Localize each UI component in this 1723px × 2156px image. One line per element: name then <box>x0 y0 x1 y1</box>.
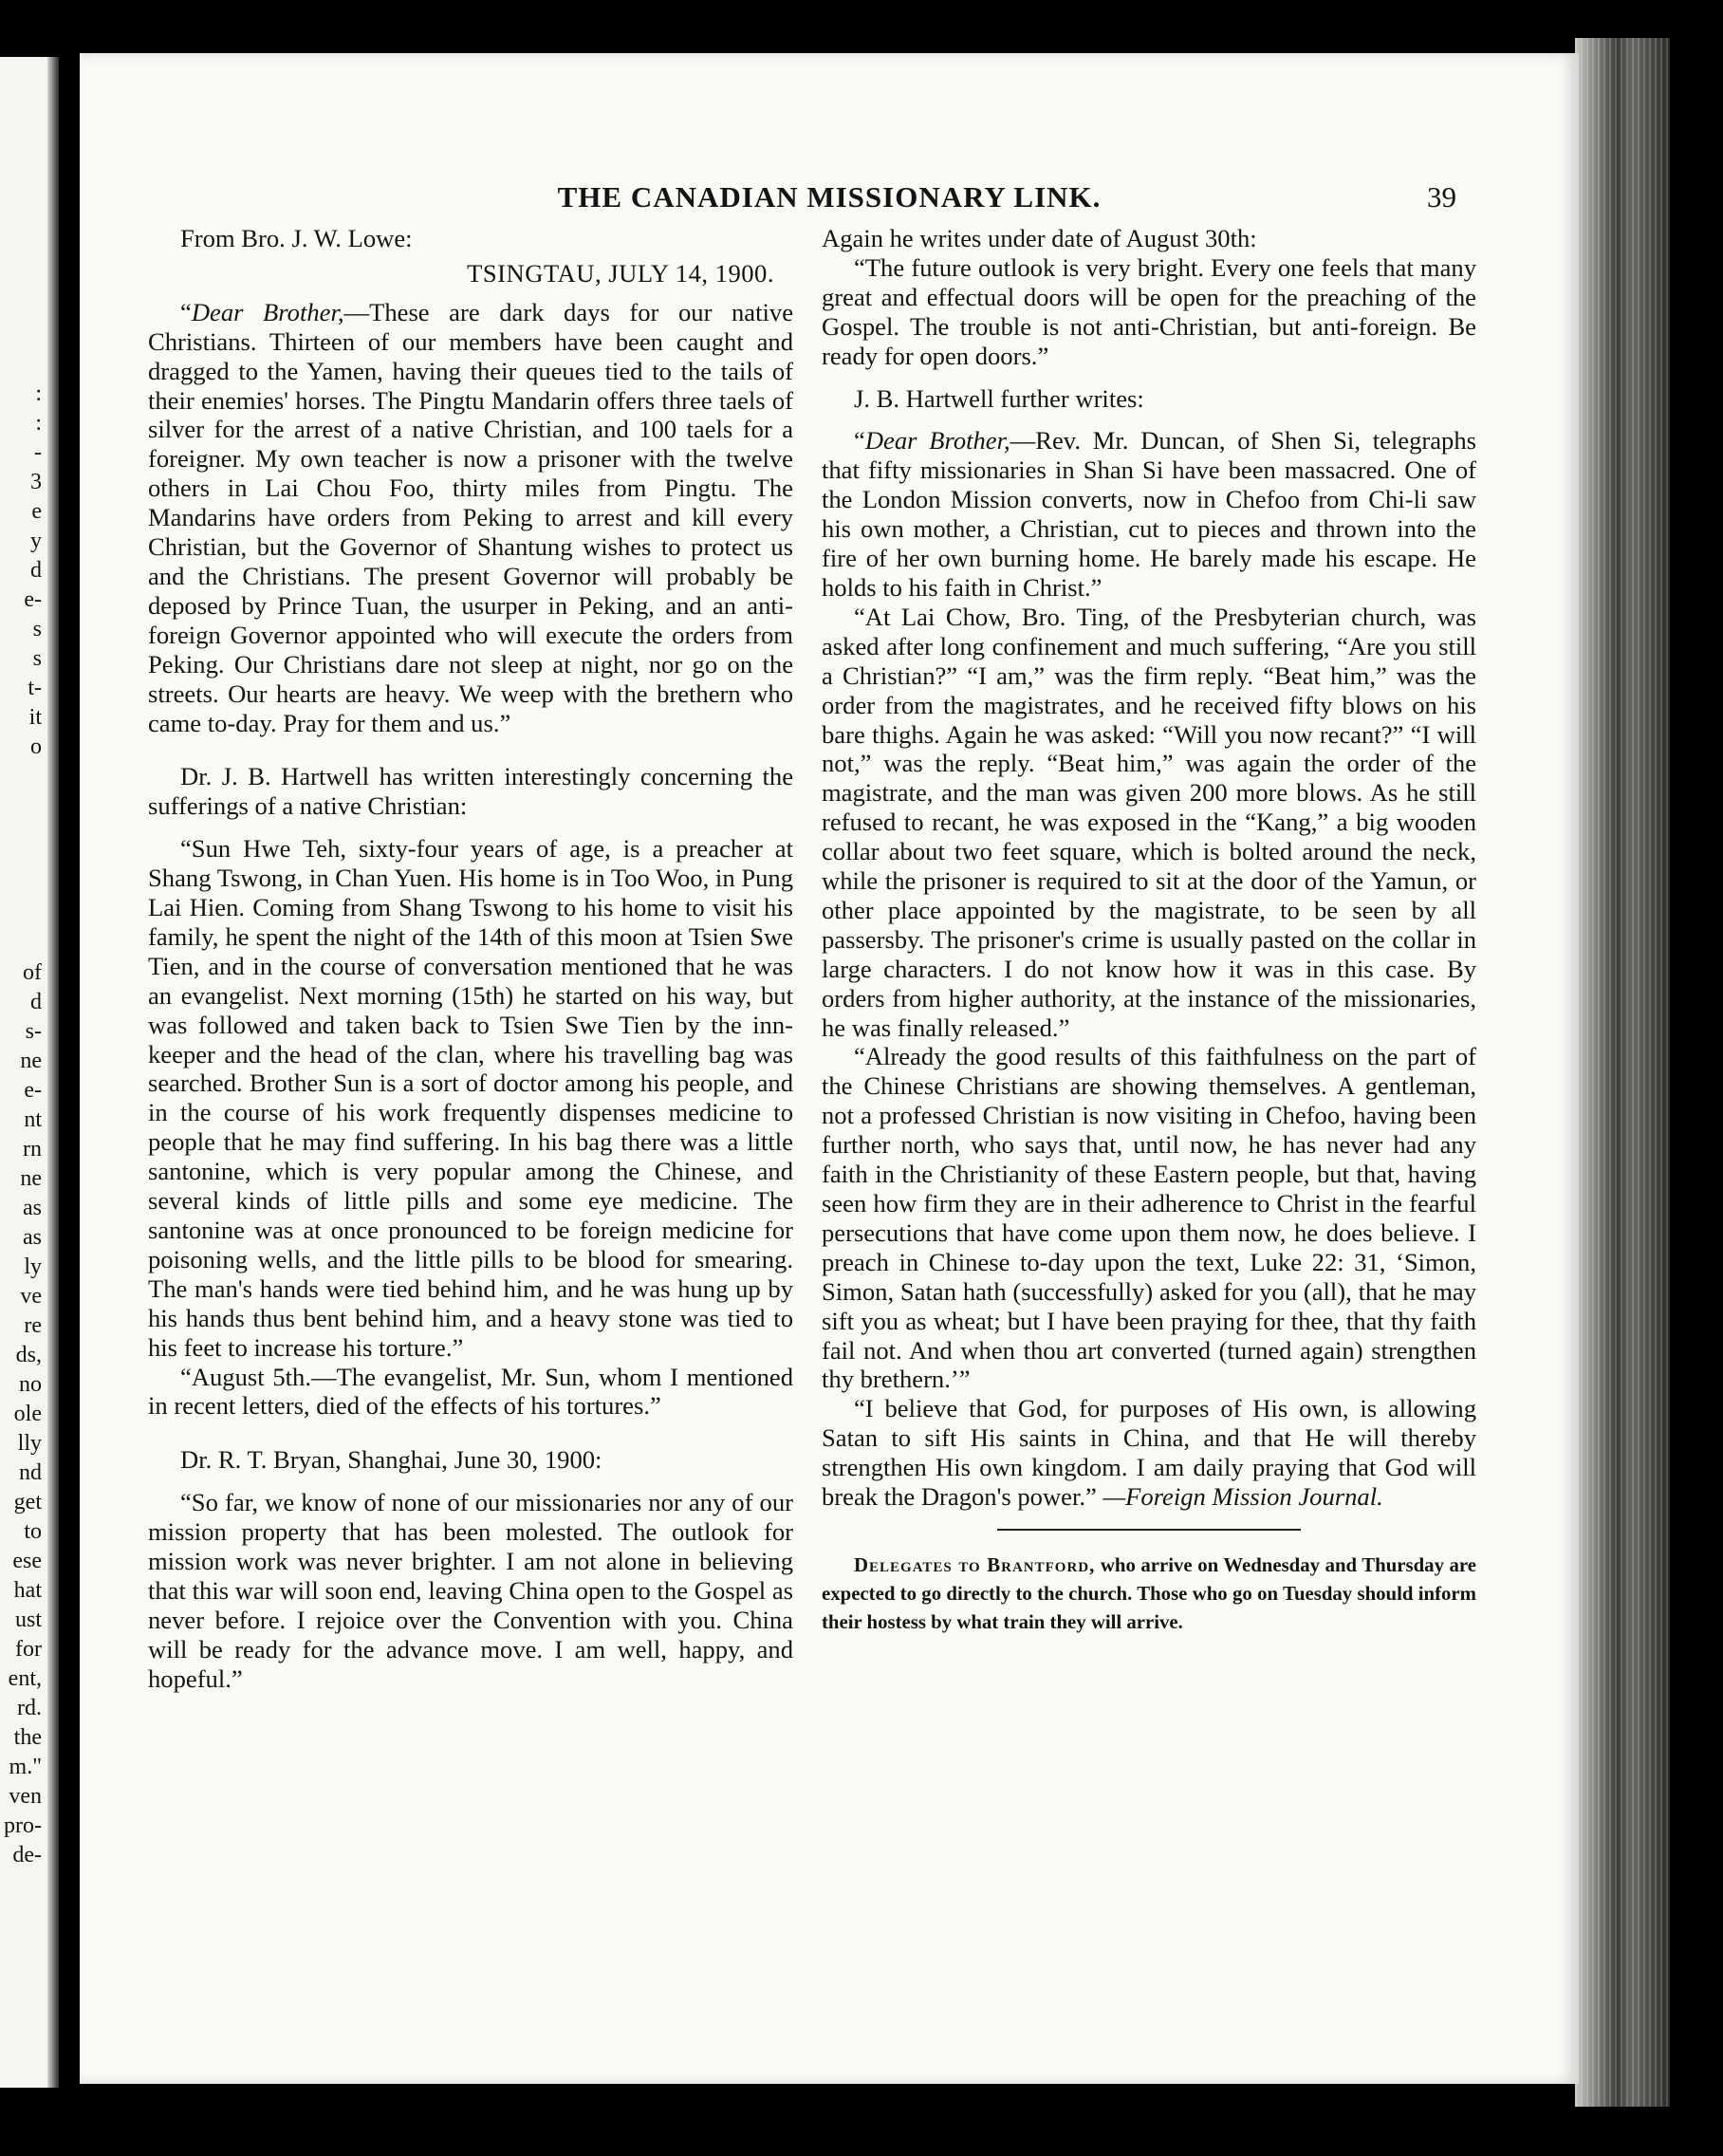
facing-page-fragment: e <box>31 499 42 524</box>
facing-page-fragment: d <box>30 990 42 1014</box>
facing-page-fragment: lly <box>17 1431 42 1456</box>
sun-hwe-teh-account: “Sun Hwe Teh, sixty-four years of age, is a preacher at Shang Tswong, in Chan Yuen. His home is in Too Woo, in Pung Lai Hien. Coming from Shang Tswong to his home to visit his family, he spent the night of the 14th of this moon at Tsien Swe Tien, and in the course of conversation mentioned that he was an evangelist. Next morning (15th) he started on his way, but was followed and taken back to Tsien Swe Tien by the inn-keeper and the head of the clan, where his travelling bag was searched. Brother Sun is a sort of doctor among his people, and in the course of his work frequently dispenses medicine to people that he may find suffering. In his bag there was a little santonine, which is very popular among the Chinese, and several kinds of little pills and some eye medicine. The santonine was at once pronounced to be foreign medicine for poisoning wells, and the little pills to be blood for smearing. The man's hands were tied behind him, and he was hung up by his hands thus bent behind him, and a heavy stone was tied to his feet to increase his torture.” <box>148 834 793 1362</box>
facing-page-fragment: no <box>19 1372 42 1397</box>
facing-page-fragment: as <box>23 1225 42 1250</box>
source-citation: —Foreign Mission Journal. <box>1102 1482 1383 1512</box>
facing-page-fragment: e- <box>24 1078 42 1103</box>
facing-page-fragment: s <box>32 646 42 671</box>
hartwell-intro: Dr. J. B. Hartwell has written interestingly concerning the sufferings of a native Christian: <box>148 762 793 821</box>
left-column <box>148 224 793 1694</box>
facing-page-fragment: e- <box>24 587 42 612</box>
running-head-title: THE CANADIAN MISSIONARY LINK. <box>557 180 1102 214</box>
delegates-notice: Delegates to Brantford, who arrive on Wednesday and Thursday are expected to go directly to the church. Those who go on Tuesday should inform their hostess by what train they will arrive. <box>822 1553 1476 1633</box>
facing-page-fragment: pro- <box>4 1813 42 1838</box>
facing-page-fragment: ent, <box>8 1666 42 1691</box>
book-page-edges <box>1575 38 1670 2107</box>
duncan-telegraph-letter: “Dear Brother,—Rev. Mr. Duncan, of Shen Si, telegraphs that fifty missionaries in Shan Si have been massacred. One of the London Mission converts, now in Chefoo from Chi-li saw his own mother, a Christian, cut to pieces and thrown into the fire of her own burning home. He barely made his escape. He holds to his faith in Christ.” <box>822 426 1477 602</box>
facing-page-fragment: get <box>13 1490 42 1515</box>
facing-page-fragment: 3 <box>30 470 42 494</box>
facing-page-fragment: ole <box>13 1402 42 1426</box>
facing-page-fragment: y <box>30 529 42 553</box>
august-5th-note: “August 5th.—The evangelist, Mr. Sun, whom I mentioned in recent letters, died of the effects of his tortures.” <box>148 1362 793 1421</box>
facing-page-fragment: hat <box>13 1578 42 1603</box>
facing-page-fragment: ds, <box>15 1343 42 1367</box>
facing-page-fragment: the <box>13 1725 42 1750</box>
page-gutter <box>47 57 59 2088</box>
facing-page-fragment: rd. <box>17 1696 42 1720</box>
facing-page-fragment: ne <box>20 1166 42 1191</box>
facing-page-fragment: de- <box>12 1843 42 1868</box>
facing-page-fragment: it <box>28 705 42 730</box>
facing-page-fragment: - <box>34 440 42 465</box>
facing-page-fragment: ust <box>14 1608 42 1632</box>
salutation: Dear Brother, <box>864 426 1010 455</box>
facing-page-fragment: s- <box>25 1019 42 1044</box>
facing-page-fragment: ly <box>24 1255 42 1279</box>
bryan-letter: “So far, we know of none of our missionaries nor any of our mission property that has been molested. The outlook for mission work was never brighter. I am not alone in believing that this war will soon end, leaving China open to the Gospel as never before. I rejoice over the Convention with you. China will be ready for the advance move. I am well, happy, and hopeful.” <box>148 1488 793 1693</box>
salutation: Dear Brother, <box>191 297 344 326</box>
facing-page-fragment: nt <box>24 1107 42 1132</box>
facing-page-fragment: nd <box>19 1460 42 1485</box>
facing-page-fragment: o <box>30 734 42 759</box>
section-divider <box>997 1529 1301 1531</box>
facing-page-fragment: d <box>30 558 42 583</box>
lai-chow-account: “At Lai Chow, Bro. Ting, of the Presbyterian church, was asked after long confinement and much suffering, “Are you still a Christian?” “I am,” was the firm reply. “Beat him,” was the order from the magistrates, and he received fifty blows on his bare thighs. Again he was asked: “Will you now recant?” “I will not,” was the reply. “Beat him,” was again the order of the magistrate, and the man was given 200 more blows. As he still refused to recant, he was exposed in the “Kang,” a big wooden collar about two feet square, which is bolted around the neck, while the prisoner is required to sit at the door of the Yamun, or other place appointed by the magistrate, to be seen by all passersby. The prisoner's crime is usually pasted on the collar in large characters. I do not know how it was in this case. By orders from higher authority, at the instance of the missionaries, he was finally released.” <box>822 602 1476 1042</box>
facing-page-fragment: : <box>35 381 42 406</box>
facing-page-fragment: ese <box>12 1549 42 1573</box>
facing-page-fragment: m." <box>9 1755 42 1779</box>
facing-page-edge <box>0 57 59 2088</box>
facing-page-fragment: ven <box>9 1784 42 1809</box>
facing-page-fragment: s <box>32 617 42 641</box>
good-results-paragraph: “Already the good results of this faithfulness on the part of the Chinese Christians are showing themselves. A gentleman, not a professed Christian is now visiting in Chefoo, having been further north, who says that, until now, he has never had any faith in the Christianity of these Eastern people, but that, having seen how firm they are in their adherence to Christ in the fearful persecutions that have come upon them now, he does believe. I preach in Chinese to-day upon the text, Luke 22: 31, ‘Simon, Simon, Satan hath (successfully) asked for you (all), that he may sift you as wheat; but I have been praying for thee, that thy faith fail not. And when thou art converted (turned again) strengthen thy brethern.’” <box>822 1042 1476 1394</box>
facing-page-fragment: of <box>23 960 42 985</box>
facing-page-fragment: re <box>24 1313 42 1338</box>
facing-page-fragment: : <box>35 411 42 436</box>
facing-page-fragment: rn <box>23 1137 42 1162</box>
hartwell-further-intro: J. B. Hartwell further writes: <box>854 383 1144 413</box>
facing-page-fragment: as <box>23 1196 42 1220</box>
facing-page-fragment: for <box>15 1637 42 1662</box>
right-column <box>822 224 1476 1637</box>
letter-intro-lowe: From Bro. J. W. Lowe: <box>180 224 413 252</box>
facing-page-fragment: ne <box>20 1049 42 1073</box>
closing-paragraph: “I believe that God, for purposes of His own, is allowing Satan to sift His saints in China, and that He will thereby strengthen His own kingdom. I am daily praying that God will break the Dragon's power.” —Foreign Mission Journal. <box>822 1394 1476 1512</box>
dateline-tsingtau: TSINGTAU, JULY 14, 1900. <box>467 258 774 288</box>
facing-page-fragment: ve <box>20 1284 42 1309</box>
facing-page-fragment: to <box>24 1519 42 1544</box>
page-number: 39 <box>1427 180 1456 214</box>
book-page <box>80 53 1579 2084</box>
facing-page-fragment: t- <box>28 676 42 700</box>
bryan-intro: Dr. R. T. Bryan, Shanghai, June 30, 1900: <box>180 1445 602 1475</box>
letter-lowe-body: “Dear Brother,—These are dark days for our native Christians. Thirteen of our members have been caught and dragged to the Yamen, having their queues tied to the tails of their enemies' horses. The Pingtu Mandarin offers three taels of silver for the arrest of a native Christian, and 100 taels for a foreigner. My own teacher is now a prisoner with the twelve others in Lai Chou Foo, thirty miles from Pingtu. The Mandarins have orders from Peking to arrest and kill every Christian, but the Governor of Shantung wishes to protect us and the Christians. The present Governor will probably be deposed by Prince Tuan, the usurper in Peking, and an anti-foreign Governor appointed who will execute the orders from Peking. Our Christians dare not sleep at night, nor go on the streets. Our hearts are heavy. We weep with the brethern who came to-day. Pray for them and us.” <box>148 297 793 737</box>
future-outlook-quote: “The future outlook is very bright. Every one feels that many great and effectual doors will be open for the preaching of the Gospel. The trouble is not anti-Christian, but anti-foreign. Be ready for open doors.” <box>822 252 1476 370</box>
august-30th-intro: Again he writes under date of August 30th: <box>822 224 1257 252</box>
